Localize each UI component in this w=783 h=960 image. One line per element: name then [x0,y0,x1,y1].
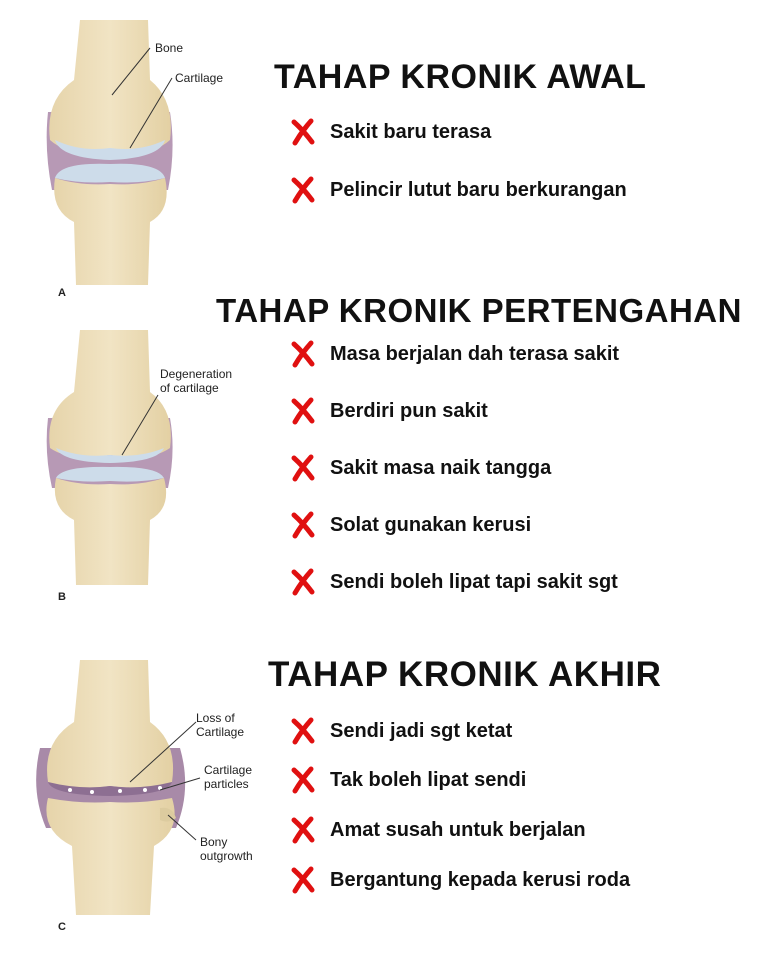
femur-bone [47,660,173,788]
item-text: Sakit masa naik tangga [330,456,552,479]
item-text: Sendi boleh lipat tapi sakit sgt [330,570,618,593]
label-of-cartilage: of cartilage [160,381,219,395]
cross-icon [290,766,316,794]
cross-icon [290,568,316,596]
cartilage-particle [118,789,122,793]
item-text: Amat susah untuk berjalan [330,818,586,841]
stage-title-awal: TAHAP KRONIK AWAL [274,58,647,96]
tibia-bone [55,478,166,585]
list-item [290,568,618,596]
knee-diagram-a [47,20,224,299]
list-item [290,397,488,425]
label-degeneration: Degeneration [160,367,233,381]
diagram-letter-c: C [58,921,66,933]
item-text: Masa berjalan dah terasa sakit [330,342,620,365]
item-text: Sendi jadi sgt ketat [330,719,513,742]
list-item [290,766,526,794]
tibia-bone [46,798,174,915]
label-particles: particles [204,777,249,791]
cross-icon [290,118,316,146]
cartilage-particle [90,790,94,794]
cross-icon [290,816,316,844]
list-item [290,816,586,844]
stage-title-pertengahan: TAHAP KRONIK PERTENGAHAN [216,292,742,329]
femur-bone [49,20,171,152]
cross-icon [290,454,316,482]
cross-icon [290,866,316,894]
label-cartilage: Cartilage [204,763,253,777]
item-text: Berdiri pun sakit [330,399,488,422]
tibia-bone [54,178,167,285]
item-text: Tak boleh lipat sendi [330,768,527,791]
item-text: Sakit baru terasa [330,120,492,143]
list-item [290,118,491,146]
cartilage-particle [68,788,72,792]
label-cartilage: Cartilage [175,71,224,85]
cross-icon [290,397,316,425]
list-item [290,717,512,745]
list-item [290,866,630,894]
diagram-letter-b: B [58,591,66,603]
femur-bone [49,330,171,457]
cross-icon [290,717,316,745]
stage-title-akhir: TAHAP KRONIK AKHIR [268,655,662,694]
label-loss-of: Loss of [196,711,235,725]
cartilage-particle [143,788,147,792]
label-bony: Bony [200,835,228,849]
label-outgrowth: outgrowth [200,849,253,863]
knee-diagram-c [36,660,253,933]
list-item [290,176,627,204]
lower-cartilage [55,164,165,183]
cross-icon [290,511,316,539]
diagram-letter-a: A [58,287,66,299]
label-bone: Bone [155,41,184,55]
knee-diagram-b [47,330,232,603]
item-text: Bergantung kepada kerusi roda [330,868,631,891]
label-cartilage: Cartilage [196,725,245,739]
item-text: Solat gunakan kerusi [330,513,532,536]
cross-icon [290,176,316,204]
item-text: Pelincir lutut baru berkurangan [330,178,627,201]
cross-icon [290,340,316,368]
list-item [290,340,619,368]
list-item [290,454,551,482]
list-item [290,511,531,539]
